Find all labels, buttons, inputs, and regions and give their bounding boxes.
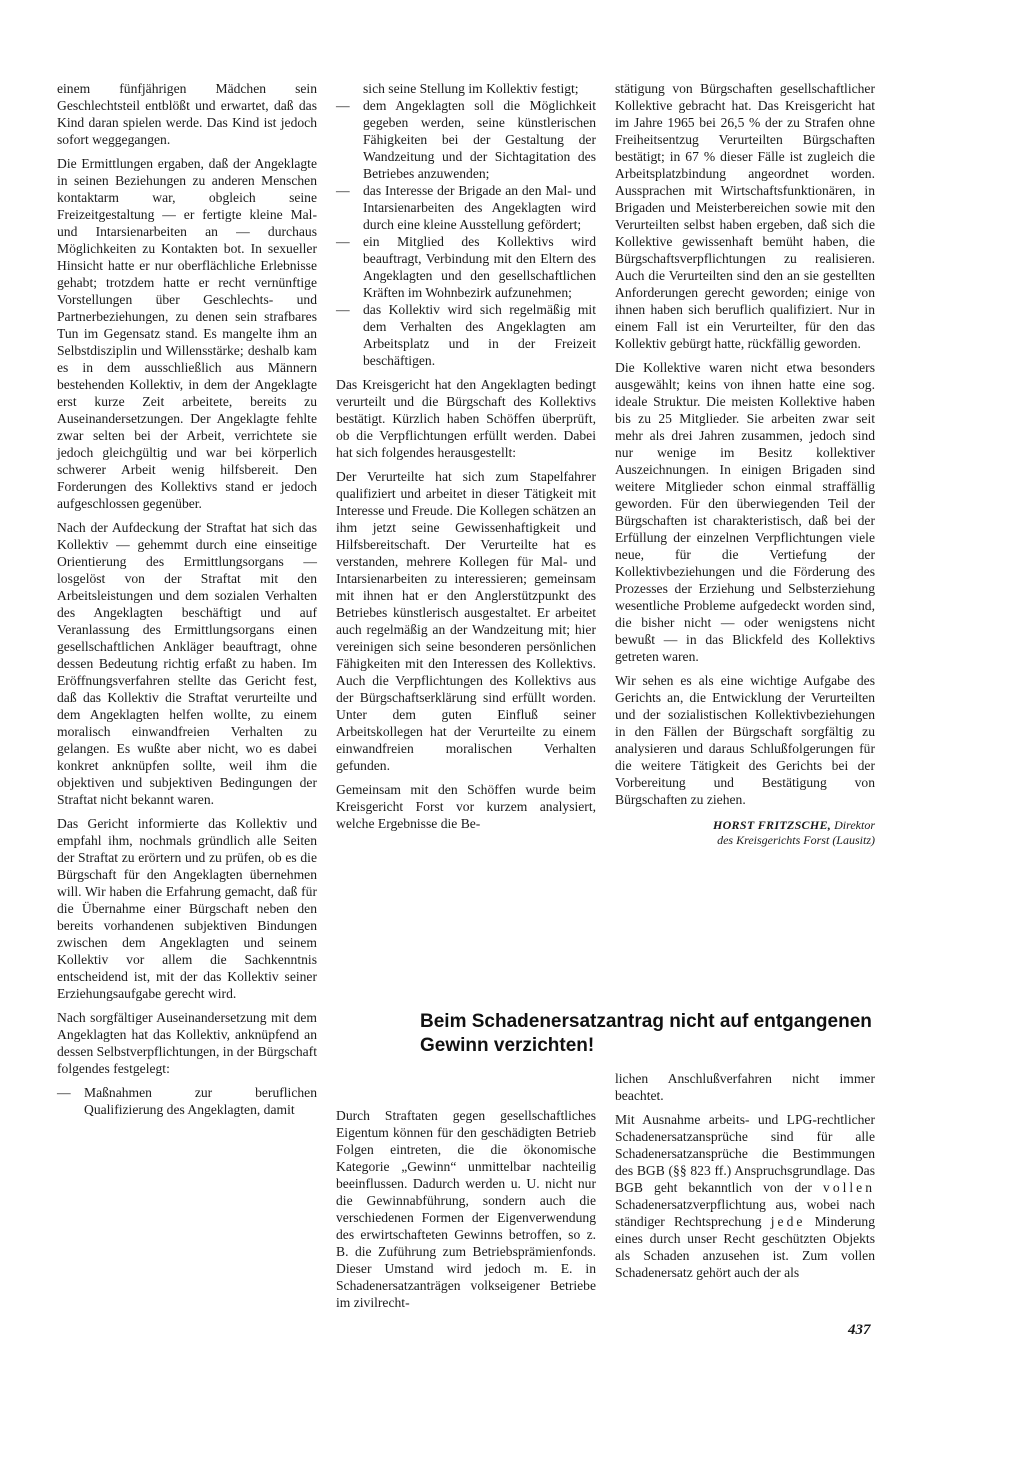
text-column-2 <box>336 80 596 839</box>
paragraph: Die Kollektive waren nicht etwa besonders ausgewählt; keins von ihnen hatte eine sog. ideale Struktur. Die meisten Kollektive haben bis zu 25 Mitglieder. Sie arbeiten zwar seit mehr als drei Jahren zusammen, jedoch sind nur wenige im Besitz kollektiver Auszeichnungen. In einigen Brigaden sind weitere Mitglieder schon einmal straffällig geworden. Für den überwiegenden Teil der Bürgschaften ist charakteristisch, daß bei der Erfüllung der einzelnen Verpflichtungen viele neue, für die Vertiefung der Kollektivbeziehungen und die Förderung des Prozesses der Erziehung und Selbsterziehung wesentliche Probleme aufgedeckt worden sind, die bisher nicht — oder wenigstens nicht bewußt — in das Blickfeld des Kollektivs getreten waren. <box>615 360 875 664</box>
list-item: — das Kollektiv wird sich regelmäßig mit dem Verhalten des Angeklagten am Arbeitsplatz und in der Freizeit beschäftigen. <box>336 301 596 369</box>
paragraph: Das Kreisgericht hat den Angeklagten bedingt verurteilt und die Bürgschaft des Kollektivs bestätigt. Kürzlich haben Schöffen überprüft, ob die Verpflichtungen erfüllt werden. Dabei hat sich folgendes herausgestellt: <box>336 377 596 460</box>
paragraph: stätigung von Bürgschaften gesellschaftlicher Kollektive gebracht hat. Das Kreisgericht hat im Jahre 1965 bei 26,5 % der zu Strafen ohne Freiheitsentzug Verurteilten Bürgschaften bestätigt; in 67 % dieser Fälle ist zugleich die Arbeitsplatzbindung angeordnet worden. Aussprachen mit Wirtschaftsfunktionären, in Brigaden und Meisterbereichen sowie mit den Verurteilten selbst haben ergeben, daß sich die Kollektive gewissenhaft bemüht haben, die Bürgschaftsverpflichtungen zu realisieren. Auch die Verurteilten sind den an sie gestellten Anforderungen gerecht geworden; einige von ihnen haben sich beruflich qualifiziert. Nur in einem Fall ist ein Verurteilter, für den das Kollektiv gebürgt hatte, rückfällig geworden. <box>615 81 875 351</box>
author-signature <box>615 818 875 848</box>
paragraph: Nach sorgfältiger Auseinandersetzung mit dem Angeklagten hat das Kollektiv, anknüpfend an dessen Selbstverpflichtungen, in der Bürgschaft folgendes festgelegt: <box>57 1010 317 1076</box>
obligations-list <box>336 97 596 369</box>
text-run: Minderung eines durch unser Recht geschützten Objekts als Schaden anzusehen ist. Zum vollen Schadenersatz gehört auch der als <box>615 1214 876 1280</box>
headline-line-2: Gewinn verzichten! <box>420 1035 595 1056</box>
list-item: — ein Mitglied des Kollektivs wird beauftragt, Verbindung mit den Eltern des Angeklagten und den gesellschaftlichen Kräften im Wohnbezirk aufzunehmen; <box>336 233 596 301</box>
obligations-list <box>57 1084 317 1118</box>
text-column-5 <box>615 1070 875 1288</box>
paragraph: einem fünfjährigen Mädchen sein Geschlechtsteil entblößt und erwartet, daß das Kind daran spielen werde. Das Kind ist jedoch sofort weggegangen. <box>57 81 317 147</box>
paragraph: Gemeinsam mit den Schöffen wurde beim Kreisgericht Forst vor kurzem analysiert, welche Ergebnisse die Be- <box>336 782 596 831</box>
paragraph: Wir sehen es als eine wichtige Aufgabe des Gerichts an, die Entwicklung der Verurteilten und der sozialistischen Kollektivbeziehungen in den Fällen der Bürgschaft sorgfältig zu analysieren und daraus Schlußfolgerungen für die weitere Tätigkeit des Gerichts bei der Vorbereitung und Bestätigung von Bürgschaften zu ziehen. <box>615 673 875 807</box>
paragraph: Der Verurteilte hat sich zum Stapelfahrer qualifiziert und arbeitet in dieser Tätigkeit mit Interesse und Freude. Die Kollegen schätzen an ihm jetzt seine Gewissenhaftigkeit und Hilfsbereitschaft. Der Verurteilte hat es verstanden, mehrere Kollegen für Mal- und Intarsienarbeiten zu interessieren; gemeinsam mit ihnen hat er den Anglerstützpunkt des Betriebes künstlerisch ausgestaltet. Er arbeitet auch regelmäßig an der Wandzeitung mit; hier vereinigen sich seine besonderen persönlichen Fähigkeiten mit den Interessen des Kollektivs. Auch die Verpflichtungen des Kollektivs aus der Bürgschaftserklärung sind erfüllt worden. Unter dem guten Einfluß seiner Arbeitskollegen hat der Verurteilte zu einem einwandfreien moralischen Verhalten gefunden. <box>336 469 596 773</box>
paragraph <box>615 1111 875 1281</box>
text-column-1 <box>57 80 317 1125</box>
text-run: Schadenersatzverpflichtung aus, wobei nach ständiger Rechtsprechung <box>615 1197 875 1229</box>
list-item: — dem Angeklagten soll die Möglichkeit gegeben werden, seine künstlerischen Fähigkeiten bei der Gestaltung der Wandzeitung und der Sichtagitation des Betriebes anzuwenden; <box>336 97 596 182</box>
list-item-continuation: sich seine Stellung im Kollektiv festigt; <box>363 81 579 96</box>
paragraph: Das Gericht informierte das Kollektiv und empfahl ihm, nochmals gründlich alle Seiten der Straftat zu erörtern und zu prüfen, ob es die Bürgschaft für den Angeklagten übernehmen will. Wir haben die Erfahrung gemacht, daß für die Übernahme einer Bürgschaft neben den bereits vorhandenen subjektiven Bindungen zwischen dem Angeklagten und seinem Kollektiv vor allem die Sachkenntnis entscheidend ist, mit der das Kollektiv seiner Erziehungsaufgabe gerecht wird. <box>57 816 317 1001</box>
article-headline <box>420 1010 880 1058</box>
text-column-4 <box>336 1107 596 1318</box>
author-name: HORST FRITZSCHE, <box>712 818 832 832</box>
paragraph: lichen Anschlußverfahren nicht immer beachtet. <box>615 1071 875 1103</box>
author-role: Direktor <box>834 818 875 832</box>
author-affiliation: des Kreisgerichts Forst (Lausitz) <box>717 833 875 847</box>
list-item: — Maßnahmen zur beruflichen Qualifizierung des Angeklagten, damit <box>57 1084 317 1118</box>
emphasized-word: vollen <box>823 1180 875 1195</box>
text-run: Mit Ausnahme arbeits- und LPG-rechtlicher Schadenersatzansprüche sind für alle Schadenersatzansprüche die Bestimmungen des BGB (§§ 823 ff.) Anspruchsgrundlage. Das BGB geht bekanntlich von der <box>615 1112 875 1195</box>
paragraph: Die Ermittlungen ergaben, daß der Angeklagte in seinen Beziehungen zu anderen Menschen kontaktarm war, obgleich seine Freizeitgestaltung — er fertigte kleine Mal- und Intarsienarbeiten an — durchaus Möglichkeiten zu Kontakten bot. In sexueller Hinsicht hatte er nur oberflächliche Erlebnisse gehabt; trotzdem hatte er recht vernünftige Vorstellungen über Geschlechts- und Partnerbeziehungen, zu denen sein strafbares Tun im Gegensatz stand. Es mangelte ihm an Selbstdisziplin und Willensstärke; deshalb kam es in dem ausschließlich aus Männern bestehenden Kollektiv, in dem der Angeklagte erst kurze Zeit arbeitete, bereits zu Auseinandersetzungen. Der Angeklagte fehlte zwar selten bei der Arbeit, verrichtete sie jedoch gleichgültig und war bei körperlich schwerer Arbeit wenig hilfsbereit. Den Forderungen des Kollektivs stand er jedoch aufgeschlossen gegenüber. <box>57 156 317 511</box>
paragraph: Durch Straftaten gegen gesellschaftliches Eigentum können für den geschädigten Betrieb Folgen eintreten, die die ökonomische Kategorie „Gewinn“ unmittelbar nachteilig beeinflussen. Dadurch werden u. U. nicht nur die Gewinnabführung, sondern auch die verschiedenen Formen der Eigenverwendung des erwirtschafteten Gewinns betroffen, so z. B. die Zuführung zum Betriebsprämienfonds. Dieser Umstand wird jedoch m. E. in Schadenersatzanträgen volkseigener Betriebe im zivilrecht- <box>336 1108 596 1310</box>
text-column-3 <box>615 80 875 848</box>
headline-line-1: Beim Schadenersatzantrag nicht auf entgangenen <box>420 1011 872 1032</box>
paragraph: Nach der Aufdeckung der Straftat hat sich das Kollektiv — gehemmt durch eine einseitige Orientierung des Ermittlungsorgans — losgelöst von der Straftat mit den Arbeitsleistungen und dem sozialen Verhalten des Angeklagten beschäftigt und auf Veranlassung des Ermittlungsorgans einen gesellschaftlichen Ankläger beauftragt, ohne dessen Bedeutung richtig erfaßt zu haben. Im Eröffnungsverfahren stellte das Gericht fest, daß das Kollektiv die Straftat verurteilte und dem Angeklagten helfen wollte, zu einem moralisch einwandfreien Verhalten zu gelangen. Es wußte aber nicht, wo es dabei konkret anknüpfen sollte, weil ihm die objektiven und subjektiven Bedingungen der Straftat nicht bekannt waren. <box>57 520 317 807</box>
list-item: — das Interesse der Brigade an den Mal- und Intarsienarbeiten des Angeklagten wird durch eine kleine Ausstellung gefördert; <box>336 182 596 233</box>
page-number: 437 <box>848 1322 871 1338</box>
emphasized-word: jede <box>770 1214 806 1229</box>
